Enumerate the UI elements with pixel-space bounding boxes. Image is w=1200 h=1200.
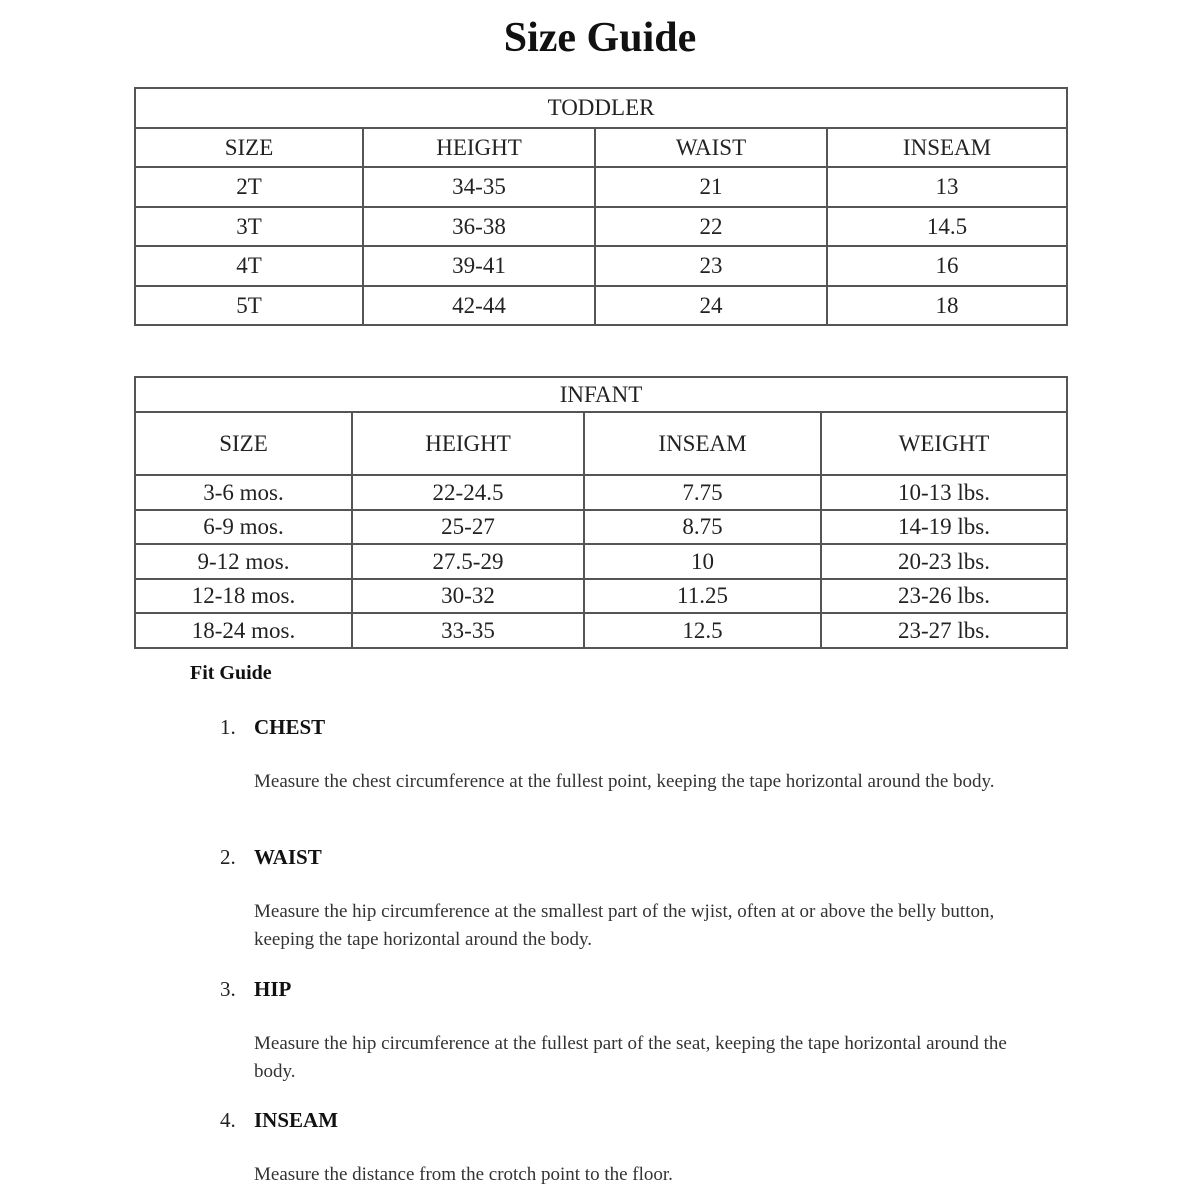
table-cell: 7.75 [584, 475, 821, 510]
table-cell: 8.75 [584, 510, 821, 545]
table-cell: 22 [595, 207, 827, 247]
table-cell: 36-38 [363, 207, 595, 247]
column-header: WEIGHT [821, 412, 1067, 475]
fit-item-description: Measure the hip circumference at the smallest part of the wjist, often at or above the belly button, keeping the tape horizontal around the body. [254, 901, 995, 950]
table-cell: 11.25 [584, 579, 821, 614]
table-cell: 10 [584, 544, 821, 579]
table-cell: 33-35 [352, 613, 584, 648]
table-caption-row [135, 377, 1067, 412]
fit-item-name: WAIST [254, 845, 322, 869]
table-cell: 23 [595, 246, 827, 286]
fit-item-name: INSEAM [254, 1108, 339, 1132]
table-cell: 24 [595, 286, 827, 326]
table-header-row [135, 412, 1067, 475]
table-cell: 3-6 mos. [135, 475, 352, 510]
table-cell: 10-13 lbs. [821, 475, 1067, 510]
table-row [135, 510, 1067, 545]
fit-item-number: 2. [220, 845, 236, 869]
fit-item-name: CHEST [254, 715, 326, 739]
fit-item-number: 4. [220, 1108, 236, 1132]
infant-size-table [134, 376, 1068, 649]
table-row [135, 207, 1067, 247]
table-caption-row [135, 88, 1067, 128]
column-header: HEIGHT [363, 128, 595, 168]
table-cell: 9-12 mos. [135, 544, 352, 579]
column-header: SIZE [135, 128, 363, 168]
table-cell: 20-23 lbs. [821, 544, 1067, 579]
infant-caption: INFANT [135, 377, 1067, 412]
fit-item-description: Measure the distance from the crotch point to the floor. [254, 1164, 673, 1185]
table-row [135, 167, 1067, 207]
fit-item-heading [220, 976, 1020, 1002]
table-header-row [135, 128, 1067, 168]
table-cell: 39-41 [363, 246, 595, 286]
fit-item-number: 3. [220, 977, 236, 1001]
fit-item-heading [220, 1107, 1020, 1133]
fit-guide-item-waist [220, 844, 1020, 954]
table-row [135, 286, 1067, 326]
fit-item-description: Measure the hip circumference at the fullest part of the seat, keeping the tape horizontal around the body. [254, 1033, 1007, 1082]
fit-item-heading [220, 714, 1020, 740]
toddler-caption: TODDLER [135, 88, 1067, 128]
table-cell: 3T [135, 207, 363, 247]
table-cell: 12-18 mos. [135, 579, 352, 614]
table-cell: 18-24 mos. [135, 613, 352, 648]
fit-guide-title: Fit Guide [190, 662, 272, 684]
table-row [135, 613, 1067, 648]
table-cell: 16 [827, 246, 1067, 286]
column-header: SIZE [135, 412, 352, 475]
fit-item-name: HIP [254, 977, 292, 1001]
table-cell: 22-24.5 [352, 475, 584, 510]
table-cell: 14-19 lbs. [821, 510, 1067, 545]
fit-item-heading [220, 844, 1020, 870]
page-title: Size Guide [503, 15, 697, 61]
table-cell: 27.5-29 [352, 544, 584, 579]
column-header: INSEAM [827, 128, 1067, 168]
table-cell: 6-9 mos. [135, 510, 352, 545]
table-cell: 34-35 [363, 167, 595, 207]
fit-guide-item-inseam [220, 1107, 1020, 1189]
fit-item-number: 1. [220, 715, 236, 739]
table-cell: 5T [135, 286, 363, 326]
column-header: INSEAM [584, 412, 821, 475]
table-cell: 42-44 [363, 286, 595, 326]
table-cell: 25-27 [352, 510, 584, 545]
table-row [135, 544, 1067, 579]
column-header: WAIST [595, 128, 827, 168]
table-cell: 18 [827, 286, 1067, 326]
table-row [135, 475, 1067, 510]
table-cell: 23-26 lbs. [821, 579, 1067, 614]
table-row [135, 579, 1067, 614]
fit-item-description: Measure the chest circumference at the fullest point, keeping the tape horizontal around the body. [254, 771, 995, 792]
table-cell: 21 [595, 167, 827, 207]
table-row [135, 246, 1067, 286]
table-cell: 14.5 [827, 207, 1067, 247]
table-cell: 12.5 [584, 613, 821, 648]
table-cell: 23-27 lbs. [821, 613, 1067, 648]
fit-guide-item-chest [220, 714, 1020, 796]
table-cell: 4T [135, 246, 363, 286]
toddler-size-table [134, 87, 1068, 326]
column-header: HEIGHT [352, 412, 584, 475]
table-cell: 13 [827, 167, 1067, 207]
table-cell: 30-32 [352, 579, 584, 614]
table-cell: 2T [135, 167, 363, 207]
fit-guide-item-hip [220, 976, 1020, 1086]
